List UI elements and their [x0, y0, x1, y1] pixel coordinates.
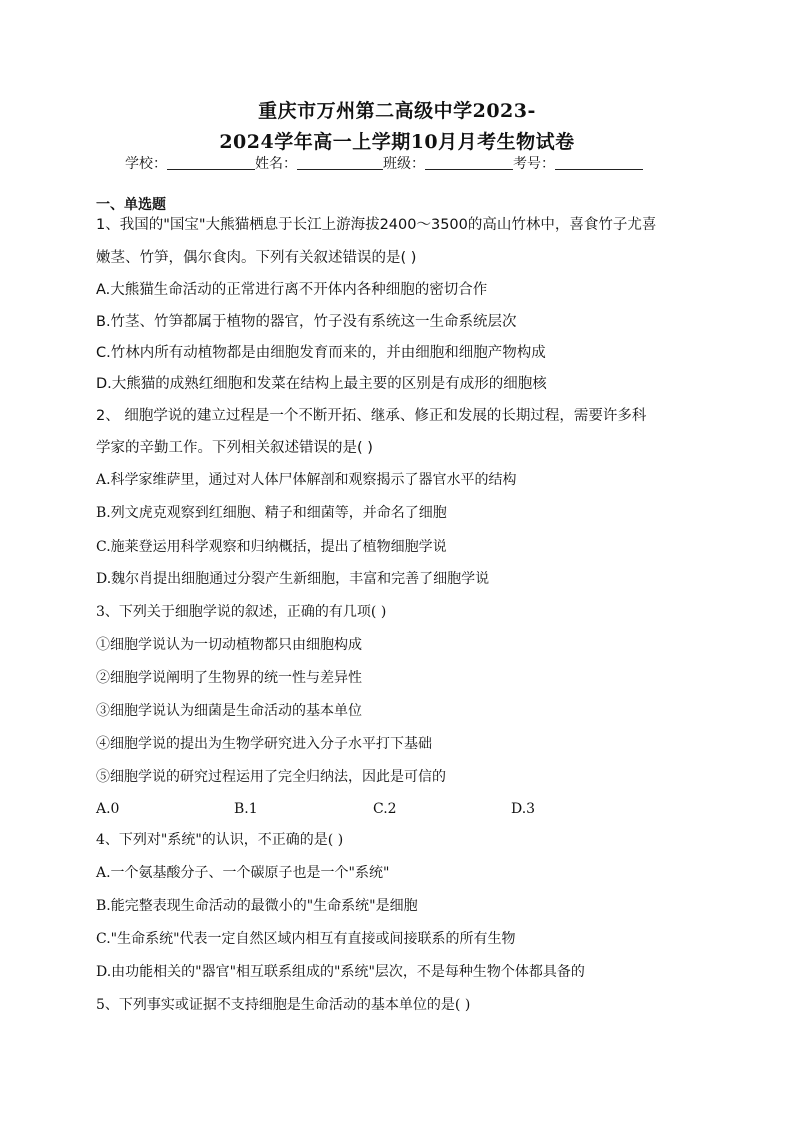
- q4-option-b: B.能完整表现生命活动的最微小的"生命系统"是细胞: [96, 898, 418, 914]
- q2-option-d: D.魏尔肖提出细胞通过分裂产生新细胞，丰富和完善了细胞学说: [96, 571, 490, 587]
- q3-options-row: [96, 801, 716, 821]
- q3-statement-1: ①细胞学说认为一切动植物都只由细胞构成: [96, 637, 362, 653]
- q3-option-d: D.3: [511, 801, 536, 817]
- student-info-row: [125, 153, 643, 173]
- name-blank[interactable]: [297, 155, 383, 170]
- number-label: 考号：: [513, 156, 555, 172]
- q2-stem-line1: 2、 细胞学说的建立过程是一个不断开拓、继承、修正和发展的长期过程，需要许多科: [96, 408, 647, 424]
- class-blank[interactable]: [425, 155, 513, 170]
- exam-title-line2: 2024学年高一上学期10月月考生物试卷: [219, 131, 575, 153]
- q3-stem: 3、下列关于细胞学说的叙述，正确的有几项( ): [96, 604, 387, 620]
- q4-option-a: A.一个氨基酸分子、一个碳原子也是一个"系统": [96, 865, 390, 881]
- q3-option-c: C.2: [373, 801, 397, 817]
- q3-statement-3: ③细胞学说认为细菌是生命活动的基本单位: [96, 703, 362, 719]
- exam-title-line1: 重庆市万州第二高级中学2023-: [258, 100, 536, 122]
- q2-option-a: A.科学家维萨里，通过对人体尸体解剖和观察揭示了器官水平的结构: [96, 472, 517, 488]
- q2-stem-line2: 学家的辛勤工作。下列相关叙述错误的是( ): [96, 440, 373, 456]
- class-label: 班级：: [383, 156, 425, 172]
- q3-statement-2: ②细胞学说阐明了生物界的统一性与差异性: [96, 670, 362, 686]
- school-blank[interactable]: [167, 155, 255, 170]
- q3-statement-5: ⑤细胞学说的研究过程运用了完全归纳法，因此是可信的: [96, 769, 446, 785]
- school-label: 学校：: [125, 156, 167, 172]
- q4-option-c: C."生命系统"代表一定自然区域内相互有直接或间接联系的所有生物: [96, 931, 516, 947]
- number-blank[interactable]: [555, 155, 643, 170]
- q3-statement-4: ④细胞学说的提出为生物学研究进入分子水平打下基础: [96, 736, 432, 752]
- q3-option-b: B.1: [234, 801, 258, 817]
- q1-option-b: B.竹茎、竹笋都属于植物的器官，竹子没有系统这一生命系统层次: [96, 314, 517, 330]
- q4-stem: 4、下列对"系统"的认识，不正确的是( ): [96, 832, 344, 848]
- name-label: 姓名：: [255, 156, 297, 172]
- q1-option-d: D.大熊猫的成熟红细胞和发菜在结构上最主要的区别是有成形的细胞核: [96, 376, 547, 392]
- q2-option-c: C.施莱登运用科学观察和归纳概括，提出了植物细胞学说: [96, 539, 447, 555]
- q3-option-a: A.0: [96, 801, 120, 817]
- section-heading: 一、单选题: [96, 197, 166, 213]
- q1-stem-line1: 1、我国的"国宝"大熊猫栖息于长江上游海拔2400～3500的高山竹林中，喜食竹子尤喜: [96, 217, 657, 233]
- q4-option-d: D.由功能相关的"器官"相互联系组成的"系统"层次，不是每种生物个体都具备的: [96, 964, 585, 980]
- q2-option-b: B.列文虎克观察到红细胞、精子和细菌等，并命名了细胞: [96, 505, 447, 521]
- q1-stem-line2: 嫩茎、竹笋，偶尔食肉。下列有关叙述错误的是( ): [96, 250, 417, 266]
- q1-option-c: C.竹林内所有动植物都是由细胞发育而来的，并由细胞和细胞产物构成: [96, 345, 546, 361]
- q5-stem: 5、下列事实或证据不支持细胞是生命活动的基本单位的是( ): [96, 997, 471, 1013]
- q1-option-a: A.大熊猫生命活动的正常进行离不开体内各种细胞的密切合作: [96, 282, 488, 298]
